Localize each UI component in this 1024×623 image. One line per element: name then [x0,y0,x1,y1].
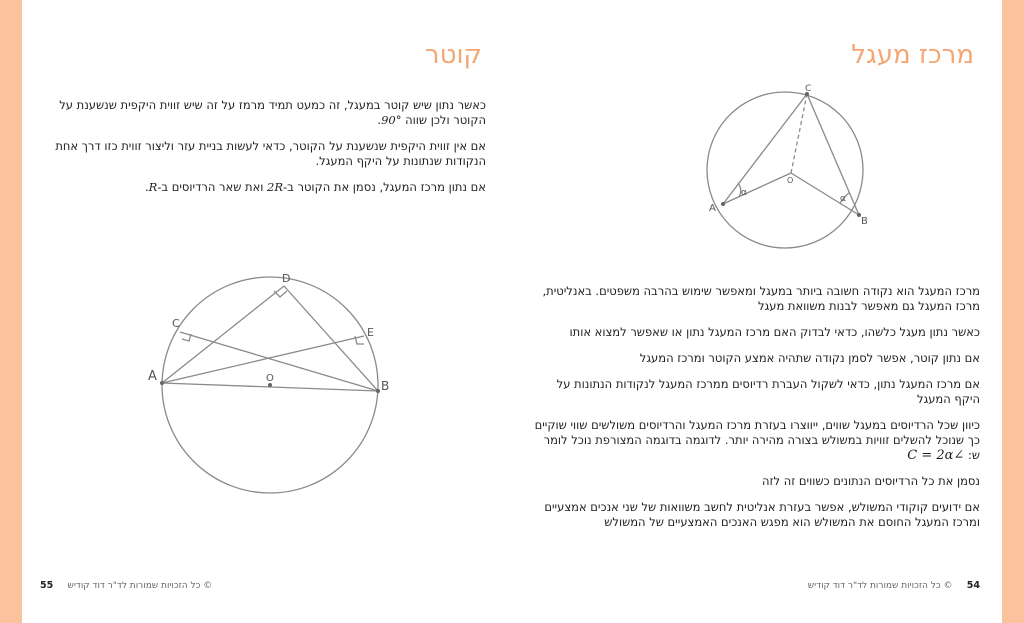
page-body [528,284,980,541]
copyright-notice: © כל הזכויות שמורות לד"ר דוד קודיש [67,581,213,591]
center-figure [697,82,877,252]
paragraph: מרכז המעגל הוא נקודה חשובה ביותר במעגל ומאפשר שימוש בהרבה משפטים. באנליטית, מרכז המעגל גם מאפשר לבנות משוואת מעגל [542,284,980,313]
label-C: C [172,317,180,330]
paragraph: אם אין זווית היקפית שנשענת על הקוטר, כדאי לעשות בניית עזר וליצור זווית כזו דרך אחת הנקודות שנתונות על היקף המעגל. [55,139,486,168]
paragraph: כאשר נתון שיש קוטר במעגל, זה כמעט תמיד מרמז על זה שיש זווית היקפית שנשענת על הקוטר ולכן שווה 90°. [59,98,486,127]
copyright-notice: © כל הזכויות שמורות לד"ר דוד קודיש [807,581,953,591]
page-footer [808,580,980,591]
paragraph: אם נתון קוטר, אפשר לסמן נקודה שתהיה אמצע הקוטר ומרכז המעגל [639,351,980,365]
math-expression: ∠C = 2α [907,448,965,463]
paragraph: כיוון שכל הרדיוסים במעגל שווים, ייווצרו בעזרת מרכז המעגל והרדיוסים משולשים שווי שוקיים כך שנוכל להשלים זוויות במשולש בצורה מהירה יותר. לדוגמה בדוגמה המצורפת נוכל לומר ש: ∠C = 2α [534,418,980,463]
label-O: O [787,176,794,185]
label-B: B [861,216,868,227]
left-page [22,0,512,623]
paragraph: נסמן את כל הרדיוסים הנתונים כשווים זה לזה [762,474,980,488]
right-page [512,0,1002,623]
diameter-figure [142,270,422,500]
math-expression: 90° [381,113,402,127]
label-O: O [266,373,274,384]
angle-alpha-A: α [741,188,747,198]
book-spread [22,0,1002,623]
page-number: 54 [966,580,980,591]
label-A: A [148,369,157,384]
page-footer [40,580,212,591]
label-B: B [381,379,390,393]
page-title: מרכז מעגל [851,40,974,70]
page-body [46,98,486,206]
label-C: C [805,84,812,94]
angle-alpha-B: α [840,194,846,204]
page-title: קוטר [424,40,482,70]
paragraph: אם ידועים קוקודי המשולש, אפשר בעזרת אנליטית לחשב משוואות של שני אנכים אמצעיים ומרכז המעגל החוסם את המשולש הוא מפגש האנכים האמצעיים של המשולש [544,500,980,529]
paragraph: אם נתון מרכז המעגל, נסמן את הקוטר ב-2R ואת שאר הרדיוסים ב-R. [144,180,486,194]
paragraph: אם מרכז המעגל נתון, כדאי לשקול העברת רדיוסים ממרכז המעגל לנקודות הנתונות על היקף המעגל [556,377,980,406]
label-E: E [367,326,374,339]
math-expression: R [148,180,158,194]
paragraph: כאשר נתון מעגל כלשהו, כדאי לבדוק האם מרכז המעגל נתון או שאפשר למצוא אותו [569,325,980,339]
label-A: A [709,203,716,214]
page-number: 55 [40,580,54,591]
math-expression: 2R [267,180,284,194]
label-D: D [282,272,291,285]
